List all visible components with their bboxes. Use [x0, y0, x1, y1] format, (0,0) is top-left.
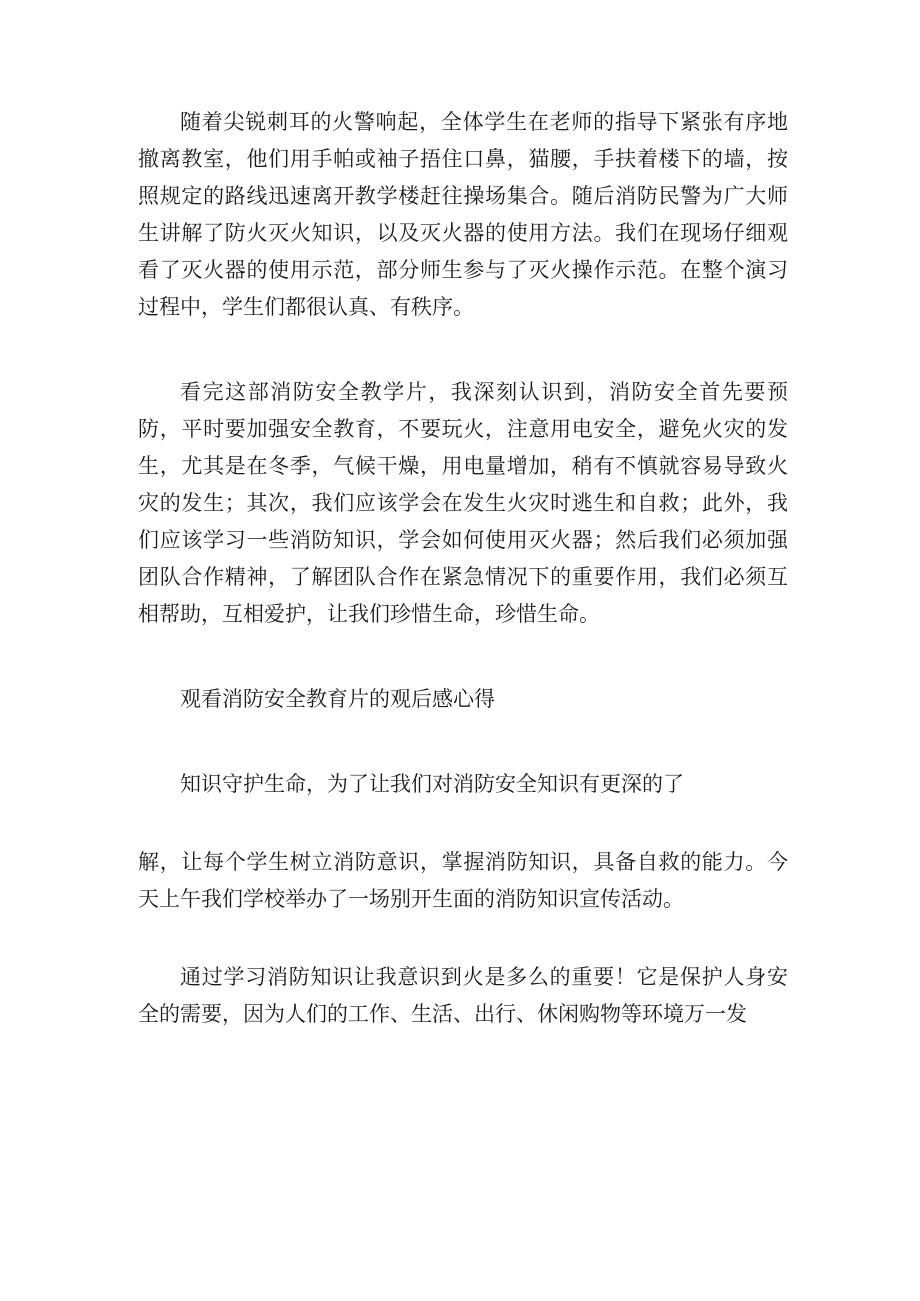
- document-body: [138, 104, 788, 1033]
- paragraph-intro-continued: 解，让每个学生树立消防意识，掌握消防知识，具备自救的能力。今天上午我们学校举办了一场别开生面的消防知识宣传活动。: [138, 850, 788, 911]
- section-heading: 观看消防安全教育片的观后感心得: [180, 687, 495, 711]
- paragraph-learning: 通过学习消防知识让我意识到火是多么的重要！它是保护人身安全的需要，因为人们的工作、生活、出行、休闲购物等环境万一发: [138, 965, 788, 1026]
- paragraph-fire-drill: 随着尖锐刺耳的火警响起，全体学生在老师的指导下紧张有序地撤离教室，他们用手帕或袖子捂住口鼻，猫腰，手扶着楼下的墙，按照规定的路线迅速离开教学楼赶往操场集合。随后消防民警为广大师生讲解了防火灭火知识，以及灭火器的使用方法。我们在现场仔细观看了灭火器的使用示范，部分师生参与了灭火操作示范。在整个演习过程中，学生们都很认真、有秩序。: [138, 110, 788, 319]
- paragraph-reflection: 看完这部消防安全教学片，我深刻认识到，消防安全首先要预防，平时要加强安全教育，不要玩火，注意用电安全，避免火灾的发生，尤其是在冬季，气候干燥，用电量增加，稍有不慎就容易导致火灾的发生；其次，我们应该学会在发生火灾时逃生和自救；此外，我们应该学习一些消防知识，学会如何使用灭火器；然后我们必须加强团队合作精神，了解团队合作在紧急情况下的重要作用，我们必须互相帮助，互相爱护，让我们珍惜生命，珍惜生命。: [138, 380, 788, 626]
- paragraph-intro: 知识守护生命，为了让我们对消防安全知识有更深的了: [180, 772, 684, 796]
